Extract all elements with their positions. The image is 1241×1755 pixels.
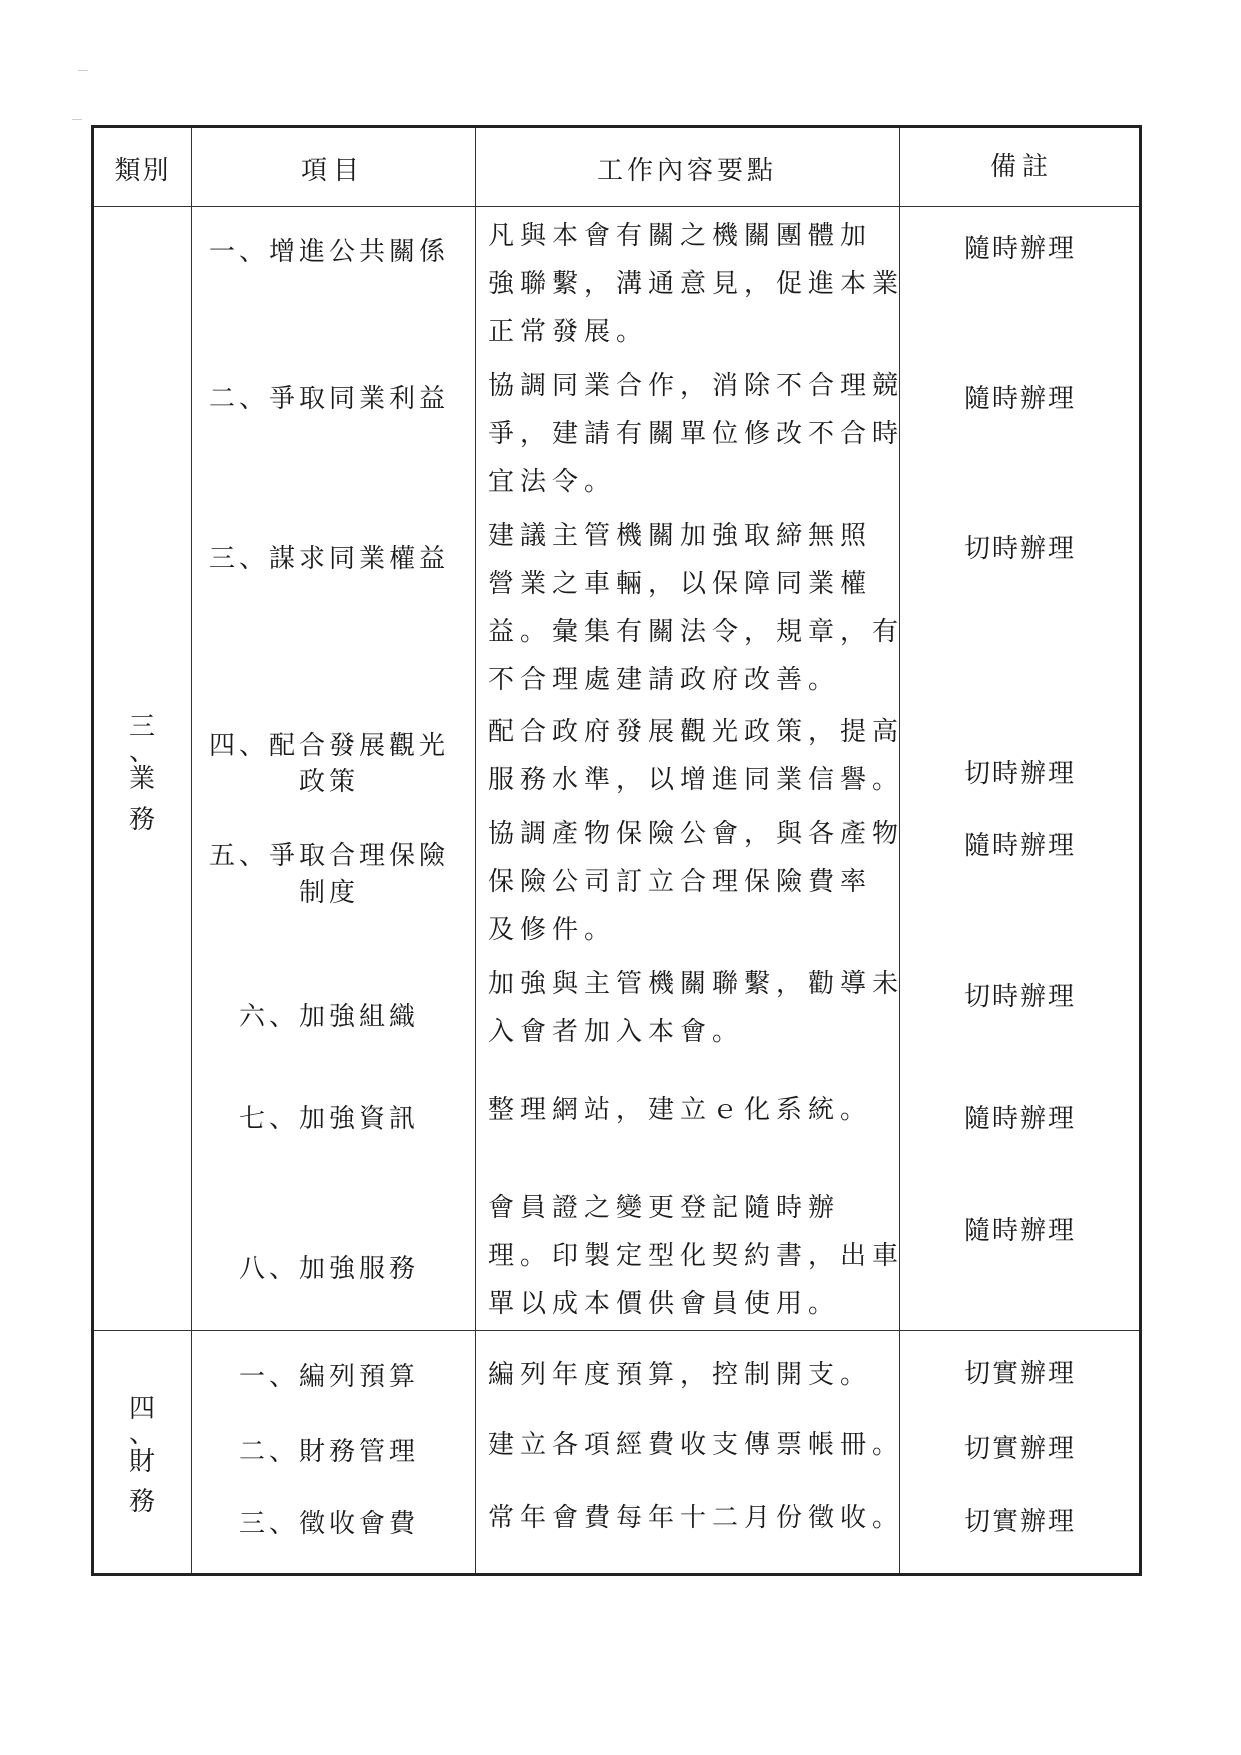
section-divider [94,1330,1139,1331]
item-content: 協調產物保險公會，與各產物 保險公司訂立合理保險費率 及修件。 [488,819,905,945]
category-char: 務 [128,805,155,835]
item-note: 切時辦理 [964,982,1077,1012]
item-note: 切時辦理 [964,534,1077,564]
item-label: 六、加強組織 [239,1002,420,1032]
item-label: 三、謀求同業權益 [209,544,450,574]
column-divider [475,128,476,1573]
header-category: 類別 [114,156,171,186]
item-note: 切實辦理 [964,1507,1077,1537]
item-note: 切實辦理 [964,1359,1077,1389]
item-label-cont: 政策 [298,767,359,797]
item-label: 二、財務管理 [239,1437,420,1467]
item-content: 會員證之變更登記隨時辦 理。印製定型化契約書，出車 單以成本價供會員使用。 [488,1193,905,1319]
item-label: 一、增進公共關係 [209,237,450,267]
item-content: 編列年度預算，控制開支。 [488,1360,873,1390]
column-divider [191,128,192,1573]
item-label: 七、加強資訊 [239,1104,420,1134]
item-content: 凡與本會有關之機關團體加 強聯繫，溝通意見，促進本業 正常發展。 [488,221,905,347]
category-char: 財 [128,1447,155,1477]
item-note: 隨時辦理 [964,831,1077,861]
item-note: 隨時辦理 [964,1104,1077,1134]
item-content: 加強與主管機關聯繫，勸導未 入會者加入本會。 [488,969,905,1047]
item-note: 隨時辦理 [964,384,1077,414]
category-char: 四 [128,1394,155,1424]
category-char: 務 [128,1487,155,1517]
item-note: 切時辦理 [964,759,1077,789]
work-plan-table [91,125,1142,1576]
item-label: 四、配合發展觀光 [209,731,450,761]
category-char: 、 [128,1419,155,1449]
item-label: 八、加強服務 [239,1254,420,1284]
item-note: 隨時辦理 [964,234,1077,264]
header-content: 工作內容要點 [596,156,777,186]
category-char: 、 [128,737,155,767]
header-note: 備註 [989,152,1054,182]
header-item: 項目 [300,156,365,186]
item-label-cont: 制度 [298,878,359,908]
category-char: 三 [128,712,155,742]
item-note: 隨時辦理 [964,1216,1077,1246]
item-label: 二、爭取同業利益 [209,384,450,414]
category-char: 業 [128,764,155,794]
item-label: 五、爭取合理保險 [209,841,450,871]
item-note: 切實辦理 [964,1434,1077,1464]
item-content: 協調同業合作，消除不合理競 爭，建請有關單位修改不合時 宜法令。 [488,371,905,497]
header-divider [94,206,1139,207]
item-content: 建議主管機關加強取締無照 營業之車輛，以保障同業權 益。彙集有關法令，規章，有 不合理處建請政府改善。 [488,521,905,695]
item-content: 整理網站，建立ｅ化系統。 [488,1095,873,1125]
item-content: 常年會費每年十二月份徵收。 [488,1503,905,1533]
item-content: 配合政府發展觀光政策，提高 服務水準，以增進同業信譽。 [488,717,905,795]
item-label: 一、編列預算 [239,1362,420,1392]
item-label: 三、徵收會費 [239,1509,420,1539]
item-content: 建立各項經費收支傳票帳冊。 [488,1430,905,1460]
